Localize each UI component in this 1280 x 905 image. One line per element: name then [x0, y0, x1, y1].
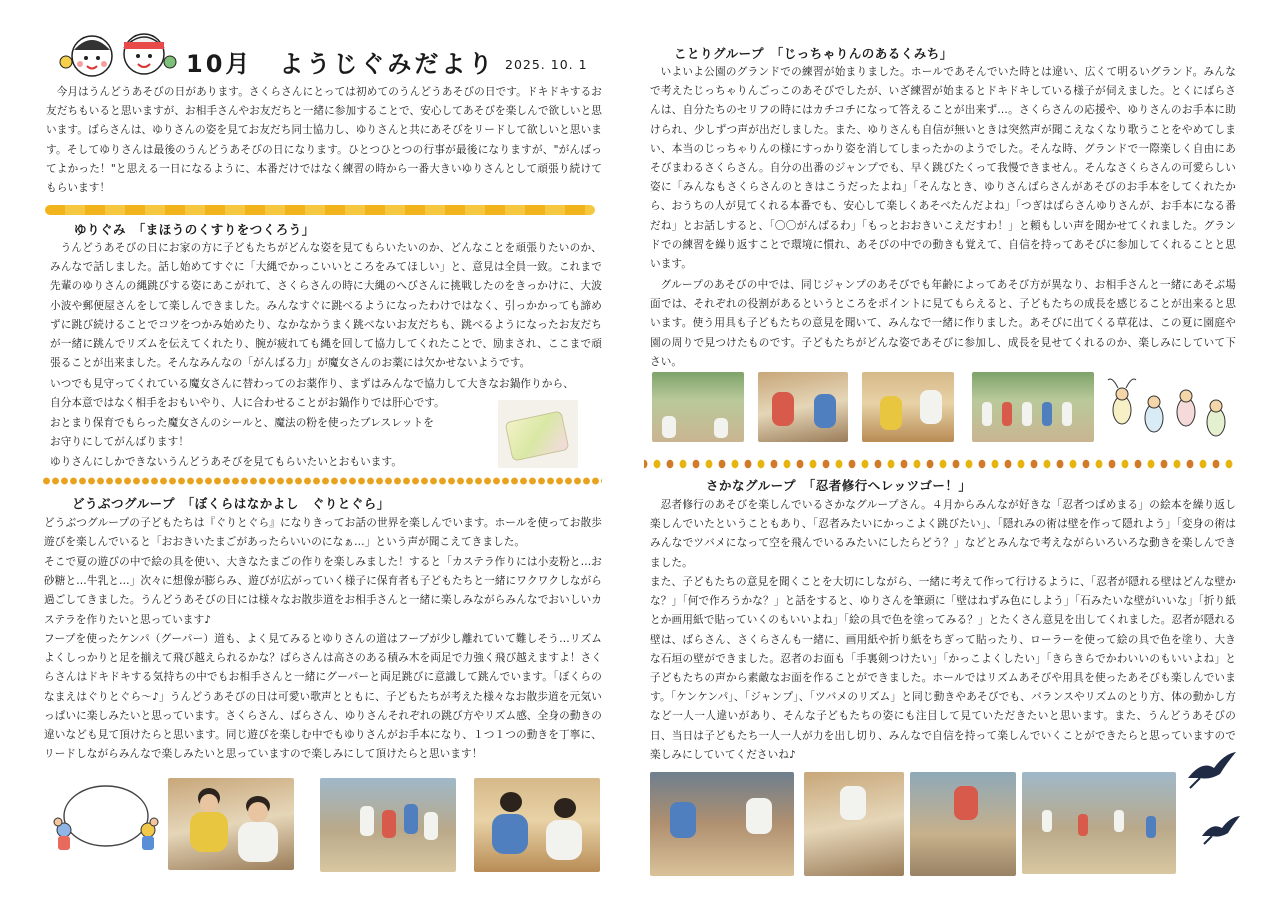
- child-figure: [424, 812, 438, 840]
- yuri-line-5: ゆりさんにしかできないうんどうあそびを見てもらいたいとおもいます。: [50, 456, 403, 468]
- kotori-paragraph-1: いよいよ公園のグランドでの練習が始まりました。ホールであそんでいた時とは違い、広くて明るいグランド。みんなで考えたじっちゃりんごっこのあそびでしたが、いざ練習が始まるとドキドキしている様子が伺えました。とくにばらさんは、自分たちのセリフの時にはカチコチになって答えることが出来ず…。さくらさんの応援や、ゆりさんのお手本に助けられ、少しずつ声が出だしました。また、ゆりさんも自信が無いときは突然声が聞こえなくなり歌うことをやめてしまい、本当のじっちゃりんの様にすっかり姿を消してしまったかのようでした。そんな時、グランドで一際楽しく自由にあそびまわるさくらさん。自分の出番のジャンプでも、早く跳びたくって我慢できません。そんなさくらさんの可愛らしい姿に「みんなもさくらさんのときはこうだったよね」「そんなとき、ゆりさんばらさんがあそびのお手本をしてくれたから、おうちの人が見てくれる本番でも、安心して楽しくあそべたんだよね」「つぎはばらさんゆりさんが、お手本になる番だね」とお話しすると、「〇〇がんばるわ」「もっとおおきいこえだすわ！」と頼もしい声を聞かせてくれました。グランドでの練習を繰り返すことで環境に慣れ、あそびの中での動きも覚えて、自信を持ってあそびに参加してくれることと思います。: [650, 66, 1236, 271]
- yuri-line-3: おとまり保育でもらった魔女さんのシールと、魔法の粉を使ったブレスレットを: [50, 417, 434, 429]
- child-figure: [1022, 402, 1032, 426]
- photo-children-group-field: [972, 372, 1094, 442]
- child-figure: [772, 392, 794, 426]
- photo-children-crafting-1: [758, 372, 848, 442]
- child-figure: [190, 812, 228, 852]
- sakana-paragraph-1: 忍者修行のあそびを楽しんでいるさかなグループさん。４月からみんなが好きな「忍者つばめまる」の絵本を繰り返し楽しんでいたということもあり、「忍者みたいにかっこよく跳びたい」、「隠れみの術は壁を作って隠れよう」「変身の術はみんなでツバメになって空を飛んでいるみたいにしたらどう？」などとみんなで考えながらいろいろな動きを楽しんできました。: [650, 499, 1236, 569]
- doubutsu-paragraph-2: そこで夏の遊びの中で絵の具を使い、大きなたまごの作りを楽しみました！すると「カステラ作りには小麦粉と…お砂糖と…牛乳と…」次々に想像が膨らみ、遊びが広がっていく様子に保育者も子どもたちと一緒にワクワクしながら過ごしてきました。うんどうあそびの日には様々なお散歩道をお相手さんと一緒に楽しみながらみんなでおいしいカステラを作りたいと思っています♪: [44, 556, 602, 626]
- child-figure: [746, 798, 772, 834]
- child-figure: [1078, 814, 1088, 836]
- child-figure: [880, 396, 902, 430]
- intro-paragraph: 今月はうんどうあそびの日があります。さくらさんにとっては初めてのうんどうあそびの日です。ドキドキするお友だちもいると思いますが、お相手さんやお友だちと一緒に参加することで、安心してあそびを楽しんで欲しいと思います。ばらさんは、ゆりさんの姿を見てお友だち同士協力し、ゆりさんと共にあそびをリードして欲しいと思います。そしてゆりさんは最後のうんどうあそびの日になります。ひとつひとつの行事が最後になりますが、"がんばってよかった！"と思える一日になるように、本番だけではなく練習の時から一番大きいゆりさんとして頑張り続けてもらいます！: [46, 86, 602, 195]
- child-figure: [1042, 402, 1052, 426]
- swallow-bird-icon: [1200, 814, 1242, 846]
- page-title: 10月 ようじぐみだより: [186, 50, 496, 78]
- child-figure: [500, 792, 522, 812]
- child-figure: [920, 390, 942, 424]
- photo-ninja-wall-3: [910, 772, 1016, 876]
- sakana-paragraph-2: また、子どもたちの意見を聞くことを大切にしながら、一緒に考えて作って行けるように、「忍者が隠れる壁はどんな壁かな？」「何で作ろうかな？」と話をすると、ゆりさんを筆頭に「壁はねずみ色にしよう」「石みたいな壁がいいな」「折り紙とか画用紙で貼っていくのもいいよね」「絵の具で色を塗ってみる？」とたくさん意見を出してくれました。忍者が隠れる壁は、ばらさん、さくらさんも一緒に、画用紙や折り紙をちぎって貼ったり、ローラーを使って絵の具で色を塗り、大きな石垣の壁ができました。忍者のお面も「手裏剣つけたい」「かっこよくしたい」「きらきらでかわいいのもいいよね」と子どもたちの声から素敵なお面を作ることができました。ホールではリズムあそびや用具を使ったあそびも楽しんでいます。「ケンケンパ」、「ジャンプ」、「ツバメのリズム」と同じ動きやあそびでも、バランスやリズムのとり方、体の動かし方など一人一人違いがあり、そんな子どもたちの姿にも注目して見ていただきたいと思います。また、うんどうあそびの日、当日は子どもたち一人一人が力を出し切り、みんなで自信を持って楽しんでいくことができたらと思っていますので楽しみにしていてくださいね♪: [650, 576, 1236, 761]
- yuri-section-title: ゆりぐみ 「まほうのくすりをつくろう」: [74, 222, 315, 237]
- right-page: [640, 0, 1280, 905]
- bracelet-photo: [498, 400, 578, 468]
- wavy-divider: [45, 205, 595, 215]
- child-figure: [1062, 402, 1072, 426]
- photo-ninja-wall-1: [650, 772, 794, 876]
- photo-children-painting: [168, 778, 294, 870]
- sakana-section-title: さかなグループ 「忍者修行へレッツゴー！」: [706, 478, 972, 493]
- yuri-paragraph: うんどうあそびの日にお家の方に子どもたちがどんな姿を見てもらいたいのか、どんなことを頑張りたいのか、みんなで話しました。話し始めてすぐに「大縄でかっこいいところをみてほしい」と、意見は全員一致。これまで先輩のゆりさんの縄跳びする姿にあこがれて、さくらさんの時に大縄のへびさんに挑戦したのをきっかけに、大波小波や郵便屋さんをして楽しんできました。みんなすぐに跳べるようになったわけではなく、引っかかっても諦めずに跳び続けることでコツをつかみ始めたり、なかなかうまく跳べないお友だちも、跳べるようになったお友だちが一緒に跳んでリズムを伝えてくれたり、腕が疲れても縄を回して協力してくれたことで、励まされ、ここまで頑張ることが出来ました。そんなみんなの「がんばる力」が魔女さんのお薬には欠かせないようです。: [50, 242, 602, 370]
- child-figure: [238, 822, 278, 862]
- child-figure: [670, 802, 696, 838]
- photo-children-hoops: [320, 778, 456, 872]
- child-figure: [1002, 402, 1012, 426]
- kotori-section-title: ことりグループ 「じっちゃりんのあるくみち」: [674, 46, 953, 61]
- yuri-line-2: 自分本意ではなく相手をおもいやり、人に合わせることがお鍋作りでは肝心です。: [50, 397, 445, 409]
- child-figure: [840, 786, 866, 820]
- issue-date: 2025. 10. 1: [505, 57, 588, 72]
- child-figure: [360, 806, 374, 836]
- swallow-bird-icon: [1186, 750, 1238, 790]
- doubutsu-paragraph-3: フープを使ったケンパ（グーパー）道も、よく見てみるとゆりさんの道はフープが少し離れていて難しそう…リズムよくしっかりと足を揃えて飛び越えられるかな？ばらさんは高さのある積み木を両足で力強く飛び越えますよ！さくらさんはドキドキする気持ちの中でもお相手さんと一緒にグーパーと両足跳びに意識して跳んでいます。「ぼくらのなまえはぐりとぐら～♪」うんどうあそびの日は可愛い歌声とともに、子どもたちが考えた様々なお散歩道を元気いっぱいに楽しみたいと思っています。さくらさん、ばらさん、ゆりさんそれぞれの跳び方やリズム感、全身の動きの違いなども見て頂けたらと思います。同じ遊びを楽しむ中でもゆりさんがお手本になり、１つ１つの動きを丁寧に、リードしながらみんなで楽しみたいと思っていますので楽しみにして頂けたらと思います！: [44, 633, 602, 761]
- child-figure: [1146, 816, 1156, 838]
- child-figure: [248, 802, 268, 822]
- bracelet-craft: [504, 410, 569, 461]
- leaf-divider: [644, 458, 1234, 470]
- photo-park-ground: [652, 372, 744, 442]
- doubutsu-paragraph-1: どうぶつグループの子どもたちは『ぐりとぐら』になりきってお話の世界を楽しんでいます。ホールを使ってお散歩遊びを楽しんでいると「おおきいたまごがあったらいいのになぁ…」という声が聞こえてきました。: [44, 517, 602, 549]
- child-figure: [492, 814, 528, 854]
- child-figure: [200, 794, 218, 812]
- child-figure: [382, 810, 396, 838]
- child-figure: [404, 804, 418, 834]
- photo-children-making-props: [474, 778, 600, 872]
- mice-hoop-illustration: [48, 778, 160, 862]
- child-figure: [954, 786, 978, 820]
- dotted-divider: [42, 477, 602, 485]
- child-figure: [982, 402, 992, 426]
- photo-children-crafting-2: [862, 372, 954, 442]
- photo-ninja-field: [1022, 772, 1176, 874]
- doubutsu-section-title: どうぶつグループ 「ぼくらはなかよし ぐりとぐら」: [72, 496, 390, 511]
- child-figure: [814, 394, 836, 428]
- child-figure: [546, 820, 582, 860]
- child-figure: [554, 798, 576, 818]
- yuri-line-1: いつでも見守ってくれている魔女さんに替わってのお薬作り、まずはみんなで協力して大きなお鍋作りから、: [50, 378, 574, 390]
- insects-illustration: [1104, 372, 1232, 446]
- photo-ninja-wall-2: [804, 772, 904, 876]
- child-figure: [662, 416, 676, 438]
- yuri-line-4: お守りにしてがんばります！: [50, 436, 190, 448]
- kotori-paragraph-2: グループのあそびの中では、同じジャンプのあそびでも年齢によってあそび方が異なり、お相手さんと一緒にあそぶ場面では、それぞれの役割があるというところをポイントに見てもらえると、子どもたちの成長を感じることが出来ると思います。使う用具も子どもたちの意見を聞いて、みんなで一緒に作りました。あそびに出てくる草花は、この夏に園庭や園の周りで見つけたものです。子どもたちがどんな姿であそびに参加し、成長を見せてくれるのか、楽しみにしていて下さい。: [650, 279, 1236, 368]
- child-figure: [1042, 810, 1052, 832]
- child-figure: [714, 418, 728, 438]
- child-figure: [1114, 810, 1124, 832]
- children-faces-illustration: [58, 22, 178, 84]
